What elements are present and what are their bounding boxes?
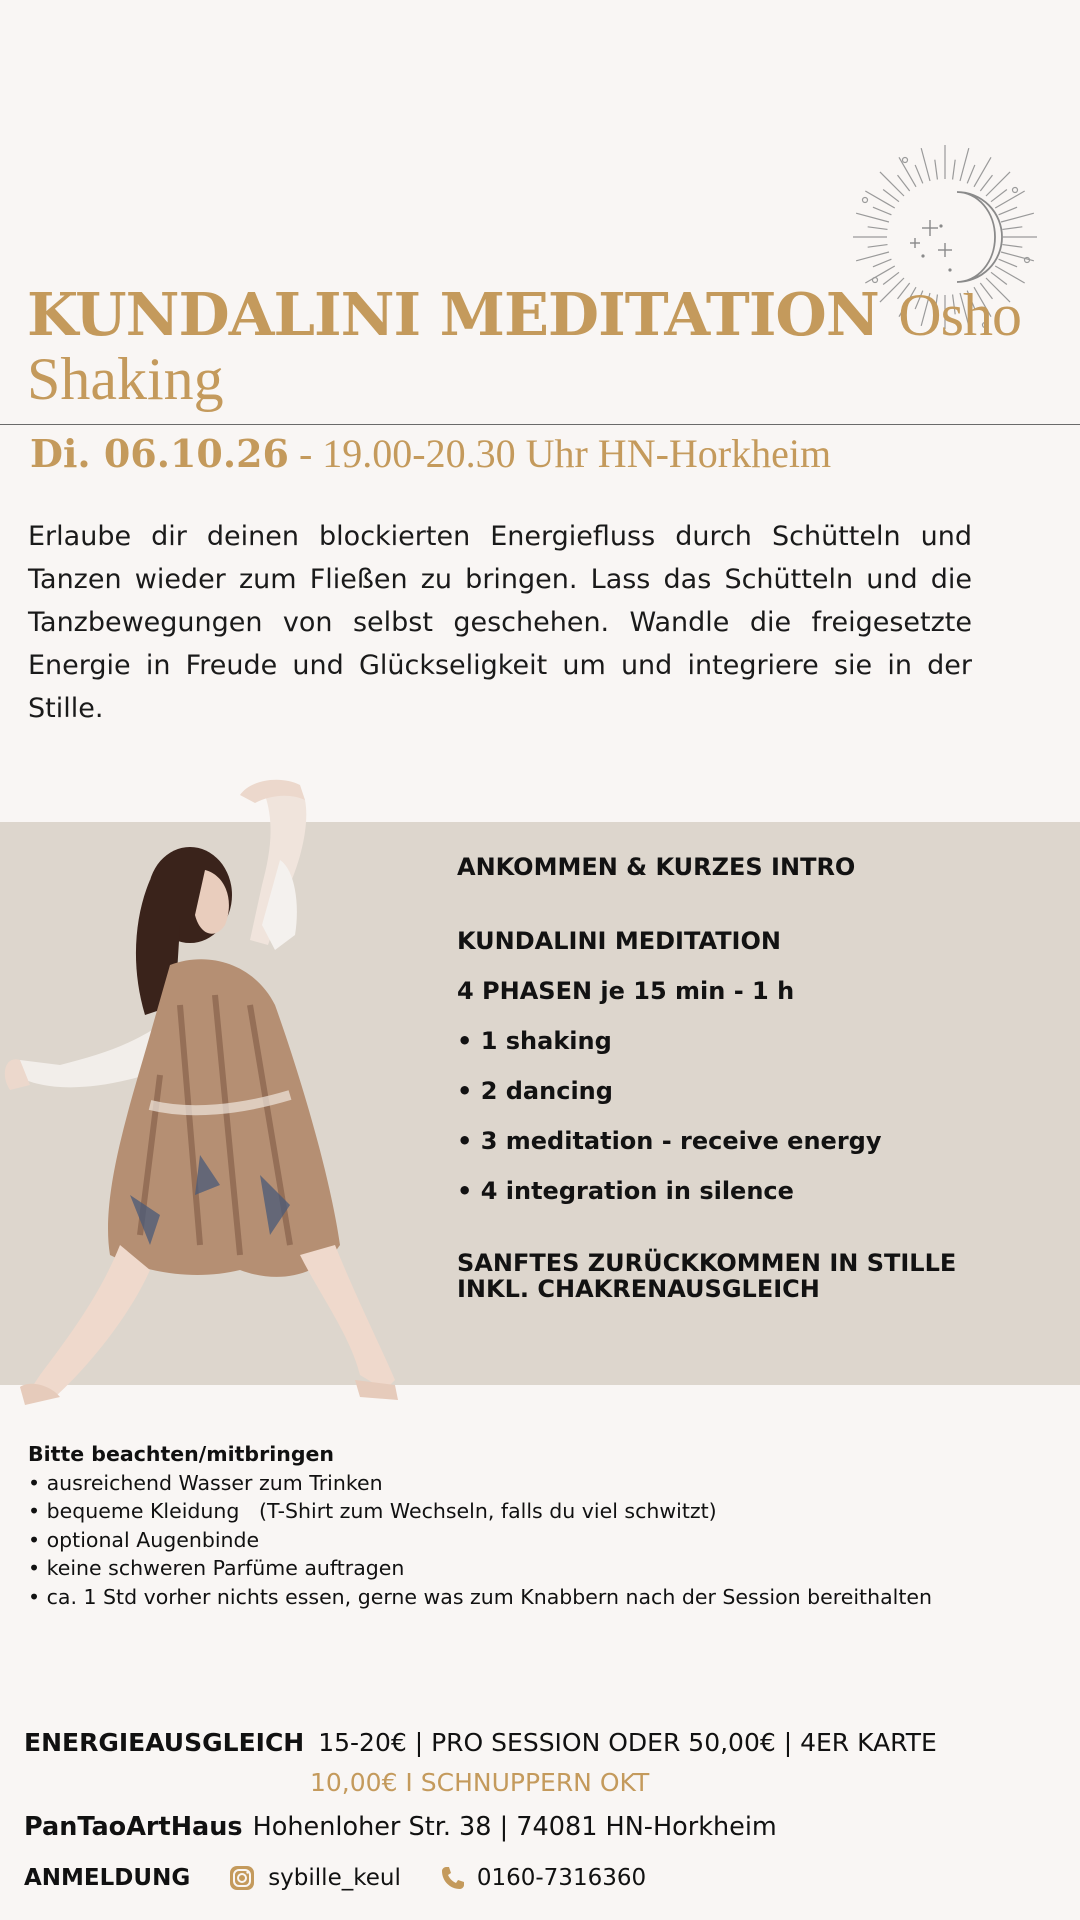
- sun-ray: [960, 148, 969, 181]
- event-date-line: [30, 430, 831, 477]
- sun-ray: [873, 259, 891, 267]
- sun-ray: [856, 252, 889, 261]
- venue-name: PanTaoArtHaus: [24, 1812, 243, 1842]
- venue-row: [24, 1812, 777, 1842]
- pricing-trial: 10,00€ I SCHNUPPERN OKT: [310, 1768, 650, 1797]
- schedule-phase-4: • 4 integration in silence: [457, 1177, 794, 1205]
- sun-ray: [991, 190, 1007, 202]
- event-date: Di. 06.10.26: [30, 431, 289, 476]
- pricing-label: ENERGIEAUSGLEICH: [24, 1728, 305, 1757]
- sun-dot: [1013, 188, 1018, 193]
- sun-ray: [880, 172, 904, 196]
- notes-item: • ausreichend Wasser zum Trinken: [28, 1470, 383, 1495]
- schedule-closing-1: SANFTES ZURÜCKKOMMEN IN STILLE: [457, 1249, 957, 1277]
- notes-item: • bequeme Kleidung (T-Shirt zum Wechseln, falls du viel schwitzt): [28, 1499, 717, 1523]
- sun-ray: [935, 160, 938, 180]
- sun-ray: [868, 245, 888, 248]
- schedule-closing-2: INKL. CHAKRENAUSGLEICH: [457, 1275, 820, 1303]
- dancer-photo: [0, 775, 420, 1435]
- notes-item: • ca. 1 Std vorher nichts essen, gerne was zum Knabbern nach der Session bereithalten: [28, 1584, 932, 1609]
- phone-icon: [439, 1864, 467, 1892]
- sun-ray: [921, 148, 930, 181]
- sun-ray: [999, 207, 1017, 215]
- sun-ray: [1001, 213, 1034, 222]
- sun-ray: [868, 227, 888, 230]
- schedule-meditation: KUNDALINI MEDITATION: [457, 927, 781, 955]
- schedule-phases: 4 PHASEN je 15 min - 1 h: [457, 977, 795, 1005]
- registration-row: [24, 1864, 646, 1892]
- title-light-part: Osho: [898, 282, 1021, 348]
- sun-ray: [980, 175, 992, 191]
- notes-item: • optional Augenbinde: [28, 1527, 260, 1552]
- registration-label: ANMELDUNG: [24, 1865, 191, 1891]
- schedule-arrival: ANKOMMEN & KURZES INTRO: [457, 853, 856, 881]
- sun-ray: [1003, 245, 1023, 248]
- sun-ray: [898, 175, 910, 191]
- instagram-handle[interactable]: sybille_keul: [268, 1865, 401, 1891]
- title: [27, 280, 1021, 350]
- sun-ray: [986, 172, 1010, 196]
- divider: [0, 424, 1080, 425]
- sun-ray: [967, 165, 975, 183]
- schedule-phase-3: • 3 meditation - receive energy: [457, 1127, 882, 1155]
- venue-address: Hohenloher Str. 38 | 74081 HN-Horkheim: [252, 1812, 777, 1842]
- sun-ray: [1003, 227, 1023, 230]
- event-details: - 19.00-20.30 Uhr HN-Horkheim: [288, 431, 832, 476]
- schedule-phase-1: • 1 shaking: [457, 1027, 612, 1055]
- notes-item: • keine schweren Parfüme auftragen: [28, 1556, 405, 1580]
- title-bold-part: KUNDALINI MEDITATION: [27, 280, 879, 349]
- notes: [28, 1440, 1028, 1611]
- sun-dot: [903, 158, 908, 163]
- sun-ray: [974, 157, 991, 186]
- pricing-row: [24, 1728, 937, 1757]
- intro-text: Erlaube dir deinen blockierten Energiefluss durch Schütteln und Tanzen wieder zum Fließen zu bringen. Lass das Schütteln und die Tanzbewegungen von selbst geschehen. Wandle die freigesetzte Energie in Freude und Glückseligkeit um und integriere sie in der Stille.: [28, 521, 972, 724]
- pricing-value: 15-20€ | PRO SESSION ODER 50,00€ | 4ER KARTE: [318, 1728, 937, 1757]
- sun-ray: [873, 207, 891, 215]
- phone-number[interactable]: 0160-7316360: [476, 1865, 647, 1891]
- notes-title: Bitte beachten/mitbringen: [28, 1442, 334, 1466]
- sun-dot: [863, 198, 868, 203]
- instagram-icon: [228, 1864, 256, 1892]
- sun-ray: [865, 191, 894, 208]
- sun-ray: [953, 160, 956, 180]
- sun-ray: [915, 165, 923, 183]
- sun-ray: [995, 191, 1024, 208]
- sun-ray: [999, 259, 1017, 267]
- sun-ray: [856, 213, 889, 222]
- sun-ray: [883, 190, 899, 202]
- title-line-2: Shaking: [27, 346, 224, 412]
- schedule-phase-2: • 2 dancing: [457, 1077, 613, 1105]
